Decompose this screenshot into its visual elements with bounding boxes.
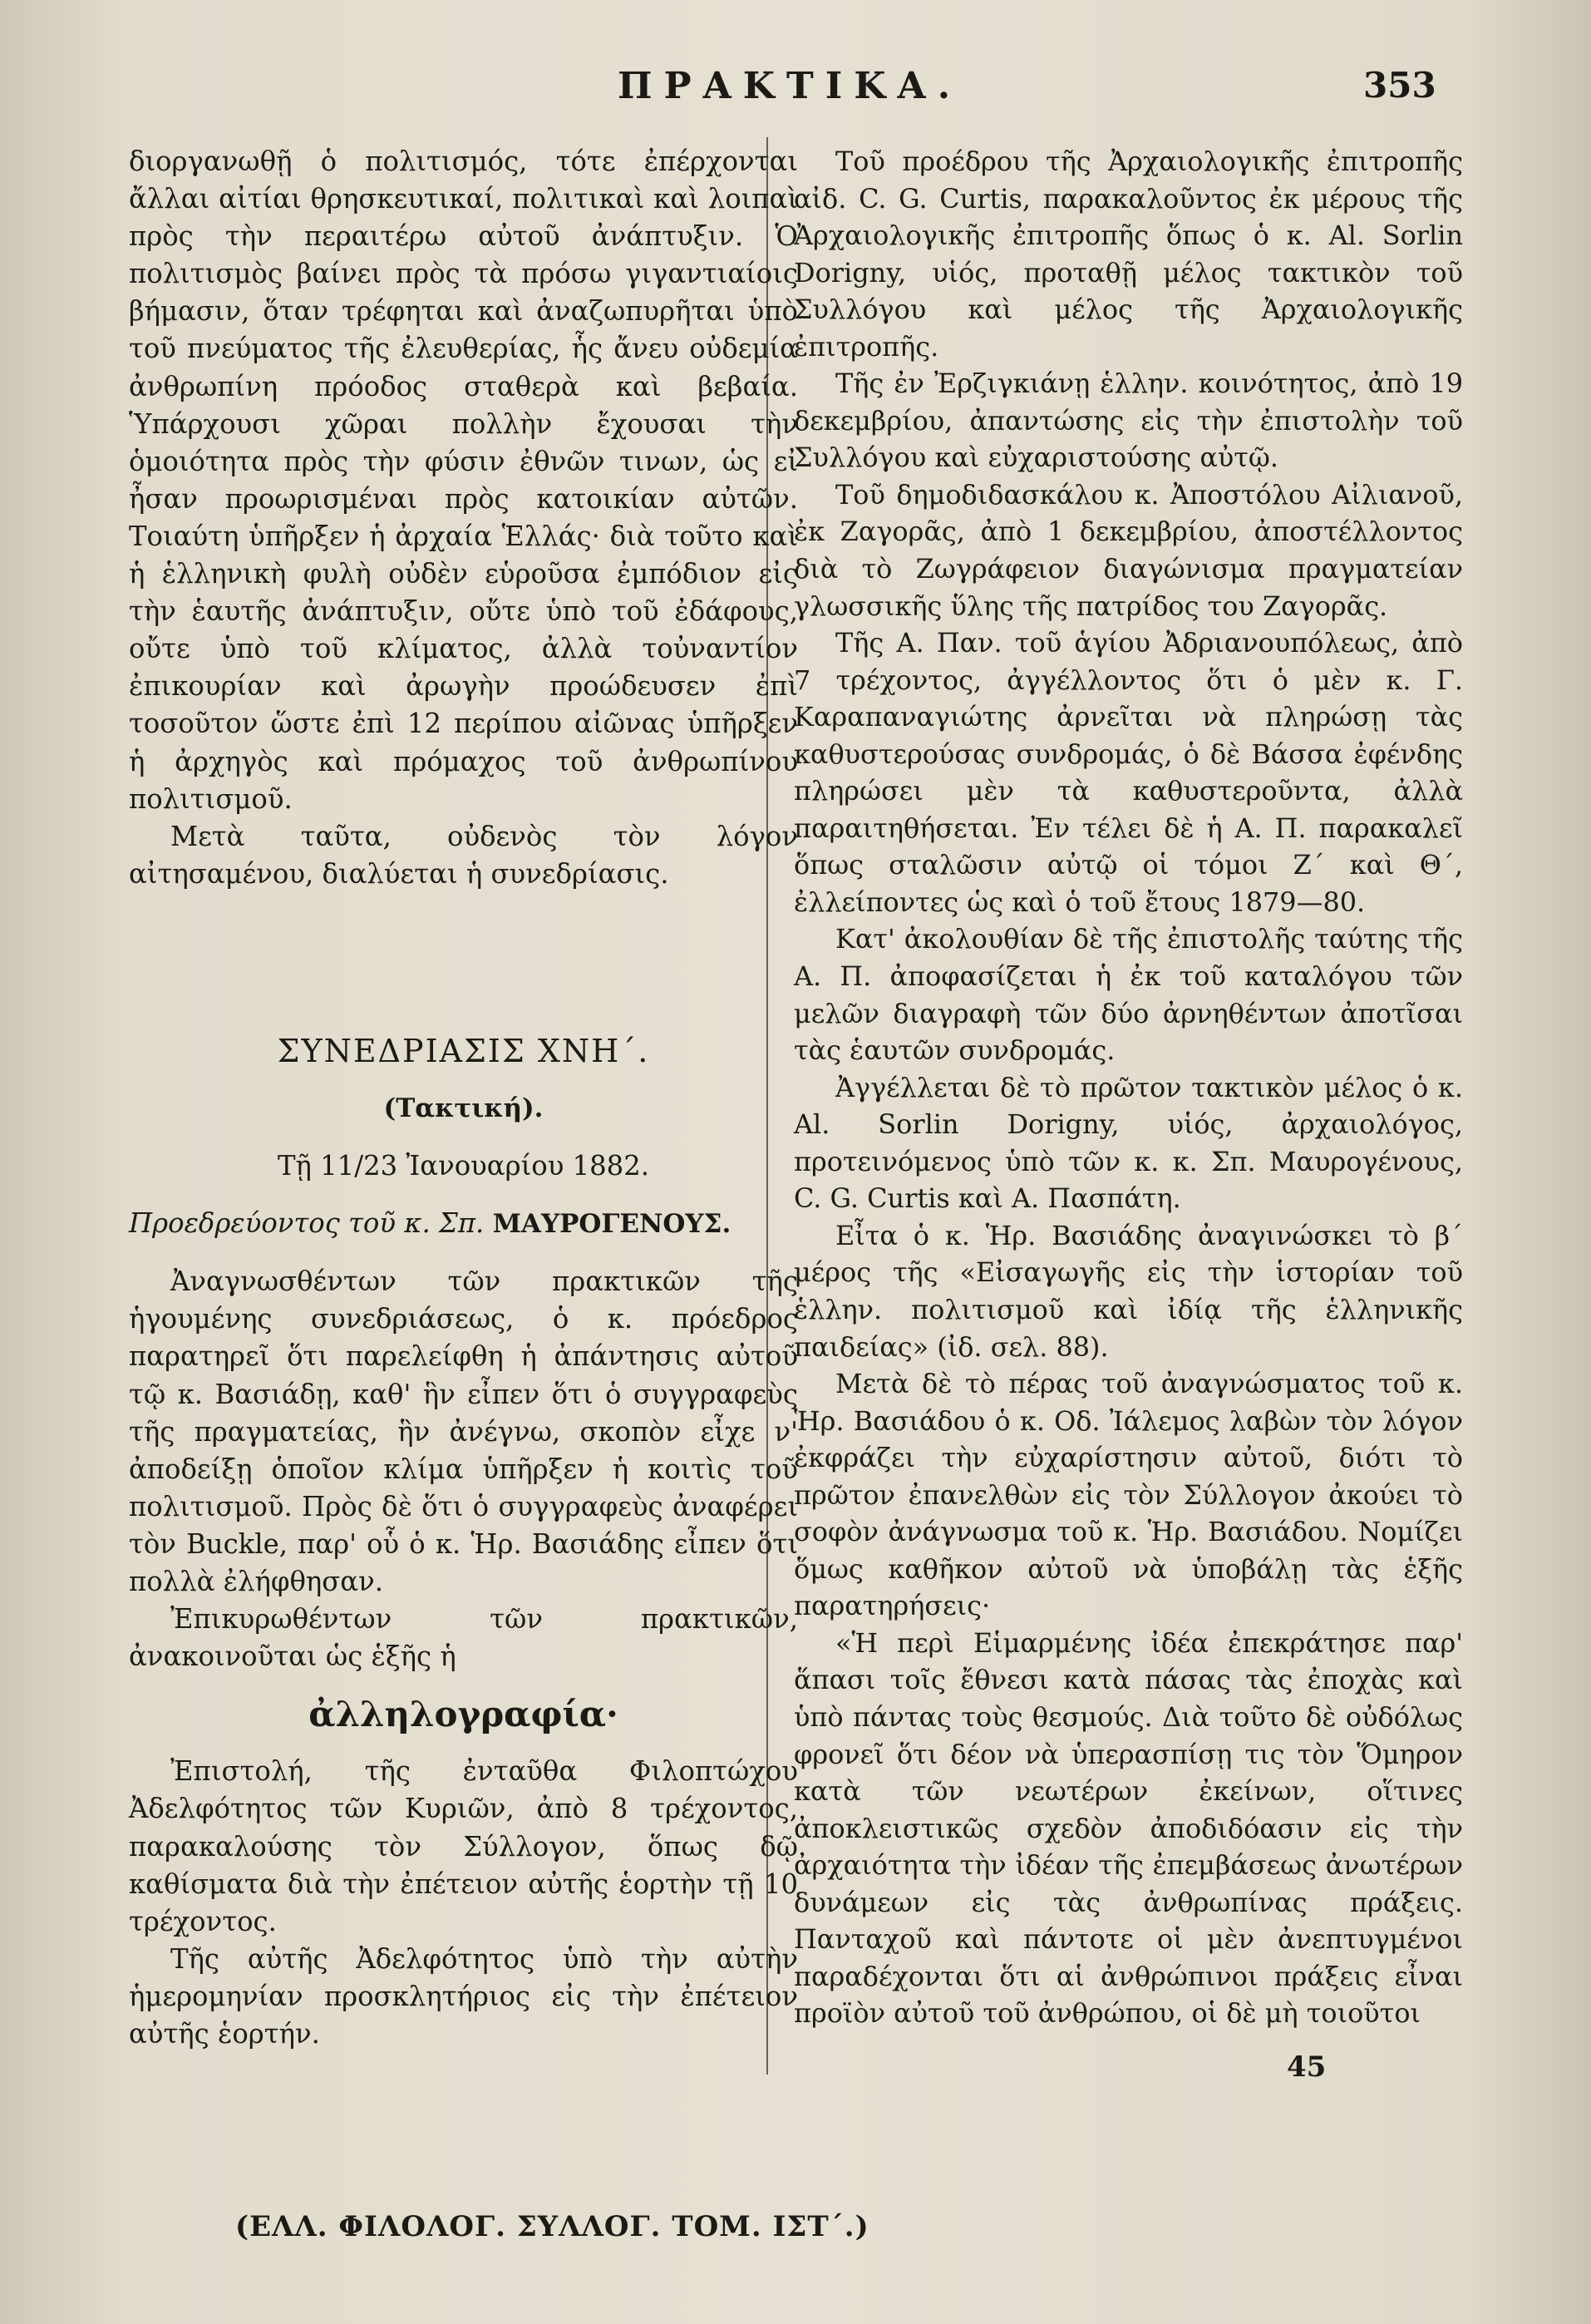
left-column [129, 143, 798, 2053]
paragraph: Τῆς αὐτῆς Ἀδελφότητος ὑπὸ τὴν αὐτὴν ἡμερομηνίαν προσκλητήριος εἰς τὴν ἐπέτειον αὐτῆς ἑορτήν. [129, 1942, 798, 2050]
session-date: Τῇ 11/23 Ἰανουαρίου 1882. [277, 1150, 650, 1182]
chair-name: ΜΑΥΡΟΓΕΝΟΥΣ. [492, 1209, 731, 1240]
paragraph: Ἐπιστολή, τῆς ἐνταῦθα Φιλοπτώχου Ἀδελφότητος τῶν Κυριῶν, ἀπὸ 8 τρέχοντος, παρακαλούσης τὸν Σύλλογον, ὅπως δῷ καθίσματα διὰ τὴν ἐπέτειον αὐτῆς ἑορτὴν τῇ 10 τρέχοντος. [129, 1755, 798, 1937]
paragraph: Ἀναγνωσθέντων τῶν πρακτικῶν τῆς ἡγουμένης συνεδριάσεως, ὁ κ. πρόεδρος παρατηρεῖ ὅτι παρελείφθη ἡ ἀπάντησις αὐτοῦ τῷ κ. Βασιάδῃ, καθ' ἣν εἶπεν ὅτι ὁ συγγραφεὺς τῆς πραγματείας, ἣν ἀνέγνω, σκοπὸν εἶχε ν' ἀποδείξῃ ὁποῖον κλίμα ὑπῆρξεν ἡ κοιτὶς τοῦ πολιτισμοῦ. Πρὸς δὲ ὅτι ὁ συγγραφεὺς ἀναφέρει τὸν Buckle, παρ' οὗ ὁ κ. Ἡρ. Βασιάδης εἶπεν ὅτι πολλὰ ἐλήφθησαν. [129, 1266, 798, 1597]
footer-citation: (ΕΛΛ. ΦΙΛΟΛΟΓ. ΣΥΛΛΟΓ. ΤΟΜ. ΙΣΤ΄.) [235, 2210, 869, 2243]
paragraph: Μετὰ δὲ τὸ πέρας τοῦ ἀναγνώσματος τοῦ κ. Ἡρ. Βασιάδου ὁ κ. Οδ. Ἰάλεμος λαβὼν τὸν λόγον ἐκφράζει τὴν εὐχαρίστησιν αὐτοῦ, διότι τὸ πρῶτον ἐπανελθὼν εἰς τὸν Σύλλογον ἀκούει τὸ σοφὸν ἀνάγνωσμα τοῦ κ. Ἡρ. Βασιάδου. Νομίζει ὅμως καθῆκον αὐτοῦ νὰ ὑποβάλῃ τὰς ἑξῆς παρατηρήσεις· [794, 1368, 1463, 1622]
paragraph: Ἀγγέλλεται δὲ τὸ πρῶτον τακτικὸν μέλος ὁ κ. Al. Sorlin Dorigny, υἱός, ἀρχαιολόγος, προτεινόμενος ὑπὸ τῶν κ. κ. Σπ. Μαυρογένους, C. G. Curtis καὶ Α. Πασπάτη. [794, 1071, 1463, 1215]
session-type: (Τακτική). [383, 1093, 544, 1123]
chair-prefix: Προεδρεύοντος τοῦ κ. Σπ. [129, 1207, 485, 1240]
page-number: 353 [1363, 65, 1436, 106]
right-column [794, 143, 1463, 2032]
paragraph: Μετὰ ταῦτα, οὐδενὸς τὸν λόγον αἰτησαμένου, διαλύεται ἡ συνεδρίασις. [129, 820, 798, 890]
paragraph: Εἶτα ὁ κ. Ἡρ. Βασιάδης ἀναγινώσκει τὸ β΄ μέρος τῆς «Εἰσαγωγῆς εἰς τὴν ἱστορίαν τοῦ ἑλλην. πολιτισμοῦ καὶ ἰδίᾳ τῆς ἑλληνικῆς παιδείας» (ἰδ. σελ. 88). [794, 1219, 1463, 1363]
running-head-title: ΠΡΑΚΤΙΚΑ. [617, 65, 963, 107]
paragraph: Τῆς Α. Παν. τοῦ ἁγίου Ἀδριανουπόλεως, ἀπὸ 7 τρέχοντος, ἀγγέλλοντος ὅτι ὁ μὲν κ. Γ. Καραπαναγιώτης ἀρνεῖται νὰ πληρώσῃ τὰς καθυστερούσας συνδρομάς, ὁ δὲ Βάσσα ἐφένδης πληρώσει μὲν τὰ καθυστεροῦντα, ἀλλὰ παραιτηθήσεται. Ἐν τέλει δὲ ἡ Α. Π. παρακαλεῖ ὅπως σταλῶσιν αὐτῷ οἱ τόμοι Ζ΄ καὶ Θ΄, ἐλλείποντες ὡς καὶ ὁ τοῦ ἔτους 1879—80. [794, 627, 1463, 918]
correspondence-heading: ἀλληλογραφία· [308, 1694, 618, 1735]
chair-line [129, 1205, 798, 1243]
paragraph: Τοῦ δημοδιδασκάλου κ. Ἀποστόλου Αἰλιανοῦ, ἐκ Ζαγορᾶς, ἀπὸ 1 δεκεμβρίου, ἀποστέλλοντος διὰ τὸ Ζωγράφειον διαγώνισμα πραγματείαν γλωσσικῆς ὕλης τῆς πατρίδος του Ζαγορᾶς. [794, 478, 1463, 622]
paragraph: Τῆς ἐν Ἐρζιγκιάνῃ ἑλλην. κοινότητος, ἀπὸ 19 δεκεμβρίου, ἀπαντώσης εἰς τὴν ἐπιστολὴν τοῦ Συλλόγου καὶ εὐχαριστούσης αὐτῷ. [794, 368, 1463, 474]
session-title: ΣΥΝΕΔΡΙΑΣΙΣ ΧΝΗ΄. [277, 1032, 650, 1069]
running-head [0, 65, 1591, 115]
folio-number: 45 [1287, 2050, 1327, 2084]
paragraph: Ἐπικυρωθέντων τῶν πρακτικῶν, ἀνακοινοῦται ὡς ἑξῆς ἡ [129, 1603, 798, 1673]
paragraph: διοργανωθῇ ὁ πολιτισμός, τότε ἐπέρχονται ἄλλαι αἰτίαι θρησκευτικαί, πολιτικαὶ καὶ λοιπαὶ πρὸς τὴν περαιτέρω αὐτοῦ ἀνάπτυξιν. Ὁ πολιτισμὸς βαίνει πρὸς τὰ πρόσω γιγαντιαίοις βήμασιν, ὅταν τρέφηται καὶ ἀναζωπυρῆται ὑπὸ τοῦ πνεύματος τῆς ἐλευθερίας, ἧς ἄνευ οὐδεμία ἀνθρωπίνη πρόοδος σταθερὰ καὶ βεβαία. Ὑπάρχουσι χῶραι πολλὴν ἔχουσαι τὴν ὁμοιότητα πρὸς τὴν φύσιν ἐθνῶν τινων, ὡς εἰ ἦσαν προωρισμέναι πρὸς κατοικίαν αὐτῶν. Τοιαύτη ὑπῆρξεν ἡ ἀρχαία Ἑλλάς· διὰ τοῦτο καὶ ἡ ἑλληνικὴ φυλὴ οὐδὲν εὑροῦσα ἐμπόδιον εἰς τὴν ἑαυτῆς ἀνάπτυξιν, οὔτε ὑπὸ τοῦ ἐδάφους, οὔτε ὑπὸ τοῦ κλίματος, ἀλλὰ τοὐναντίον ἐπικουρίαν καὶ ἀρωγὴν προώδευσεν ἐπὶ τοσοῦτον ὥστε ἐπὶ 12 περίπου αἰῶνας ὑπῆρξεν ἡ ἀρχηγὸς καὶ πρόμαχος τοῦ ἀνθρωπίνου πολιτισμοῦ. [129, 146, 798, 815]
paragraph: Τοῦ προέδρου τῆς Ἀρχαιολογικῆς ἐπιτροπῆς αἰδ. C. G. Curtis, παρακαλοῦντος ἐκ μέρους τῆς Ἀρχαιολογικῆς ἐπιτροπῆς ὅπως ὁ κ. Al. Sorlin Dorigny, υἱός, προταθῇ μέλος τακτικὸν τοῦ Συλλόγου καὶ μέλος τῆς Ἀρχαιολογικῆς ἐπιτροπῆς. [794, 146, 1463, 363]
paragraph: «Ἡ περὶ Εἱμαρμένης ἰδέα ἐπεκράτησε παρ' ἅπασι τοῖς ἔθνεσι κατὰ πάσας τὰς ἐποχὰς καὶ ὑπὸ πάντας τοὺς θεσμούς. Διὰ τοῦτο δὲ οὐδόλως φρονεῖ ὅτι δέον νὰ ὑπερασπίσῃ τις τὸν Ὅμηρον κατὰ τῶν νεωτέρων ἐκείνων, οἵτινες ἀποκλειστικῶς σχεδὸν ἀποδιδόασιν εἰς τὴν ἀρχαιότητα τὴν ἰδέαν τῆς ἐπεμβάσεως ἀνωτέρων δυνάμεων εἰς τὰς ἀνθρωπίνας πράξεις. Πανταχοῦ καὶ πάντοτε οἱ μὲν ἀνεπτυγμένοι παραδέχονται ὅτι αἱ ἀνθρώπινοι πράξεις εἶναι προϊὸν αὐτοῦ τοῦ ἀνθρώπου, οἱ δὲ μὴ τοιοῦτοι [794, 1626, 1463, 2030]
paragraph: Κατ' ἀκολουθίαν δὲ τῆς ἐπιστολῆς ταύτης τῆς Α. Π. ἀποφασίζεται ἡ ἐκ τοῦ καταλόγου τῶν μελῶν διαγραφὴ τῶν δύο ἀρνηθέντων ἀποτῖσαι τὰς ἑαυτῶν συνδρομάς. [794, 923, 1463, 1067]
